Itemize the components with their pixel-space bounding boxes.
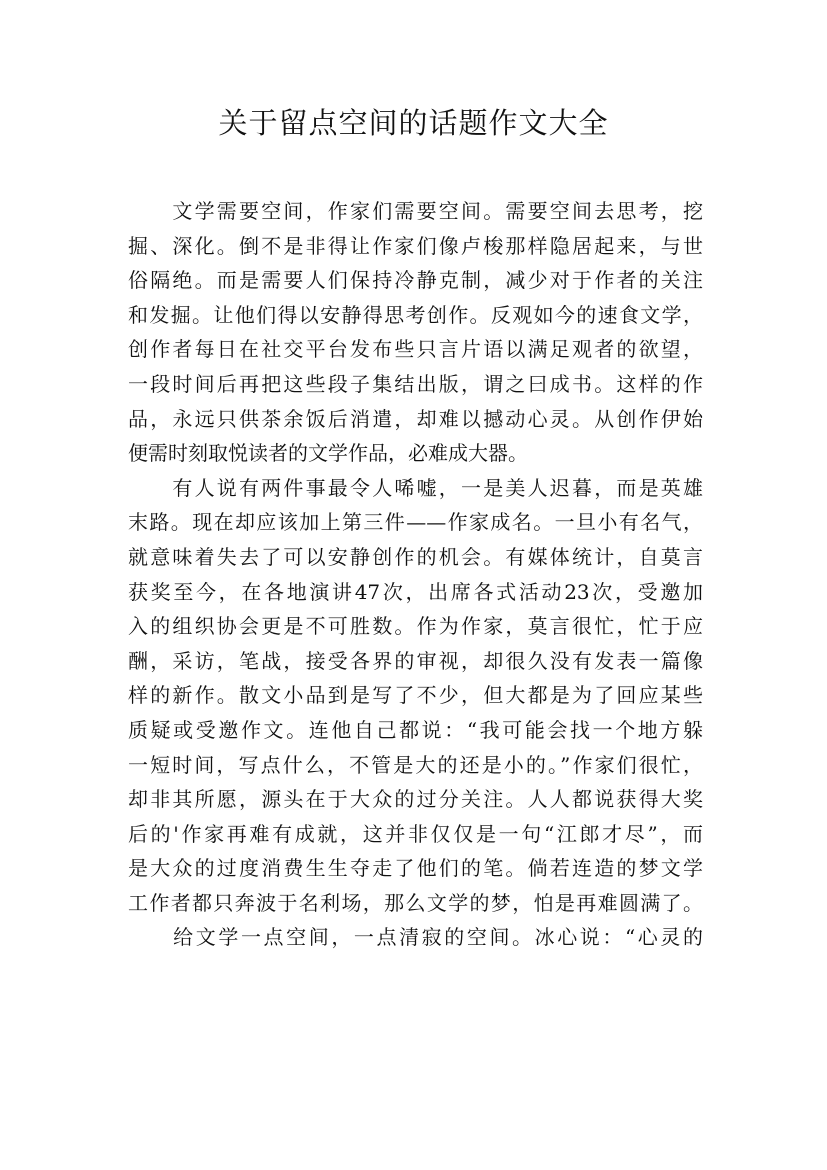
text-line: 末路。现在却应该加上第三件——作家成名。一旦小有名气， (128, 510, 703, 535)
text-line: 一短时间，写点什么，不管是大的还是小的。”作家们很忙， (128, 752, 703, 777)
text-line: 获奖至今，在各地演讲47次，出席各式活动23次，受邀加 (128, 579, 703, 604)
text-line: 酬，采访，笔战，接受各界的审视，却很久没有发表一篇像 (128, 648, 703, 673)
text-line: 俗隔绝。而是需要人们保持冷静克制，减少对于作者的关注 (128, 268, 703, 293)
text-line: 就意味着失去了可以安静创作的机会。有媒体统计，自莫言 (128, 544, 703, 569)
text-line: 是大众的过度消费生生夺走了他们的笔。倘若连造的梦文学 (128, 856, 703, 881)
text-line: 入的组织协会更是不可胜数。作为作家，莫言很忙，忙于应 (128, 614, 703, 639)
text-line: 便需时刻取悦读者的文学作品，必难成大器。 (128, 441, 528, 466)
text-line: 质疑或受邀作文。连他自己都说：“我可能会找一个地方躲 (128, 717, 703, 742)
text-line: 一段时间后再把这些段子集结出版，谓之曰成书。这样的作 (128, 371, 703, 396)
text-line: 品，永远只供茶余饭后消遣，却难以撼动心灵。从创作伊始 (128, 406, 703, 431)
text-line: 有人说有两件事最令人唏嘘，一是美人迟暮，而是英雄 (128, 475, 703, 500)
text-line: 却非其所愿，源头在于大众的过分关注。人人都说获得大奖 (128, 787, 703, 812)
text-line: 掘、深化。倒不是非得让作家们像卢梭那样隐居起来，与世 (128, 233, 703, 258)
document-body (128, 194, 703, 955)
text-line: 样的新作。散文小品到是写了不少，但大都是为了回应某些 (128, 683, 703, 708)
text-line: 文学需要空间，作家们需要空间。需要空间去思考，挖 (128, 199, 703, 223)
text-line: 工作者都只奔波于名利场，那么文学的梦，怕是再难圆满了。 (128, 890, 703, 915)
text-line: 和发掘。让他们得以安静得思考创作。反观如今的速食文学， (128, 302, 703, 327)
text-line: 给文学一点空间，一点清寂的空间。冰心说：“心灵的 (128, 925, 703, 950)
text-line: 后的'作家再难有成就，这并非仅仅是一句“江郎才尽”，而 (128, 821, 703, 846)
text-line: 创作者每日在社交平台发布些只言片语以满足观者的欲望， (128, 337, 703, 362)
document-title: 关于留点空间的话题作文大全 (218, 106, 609, 140)
